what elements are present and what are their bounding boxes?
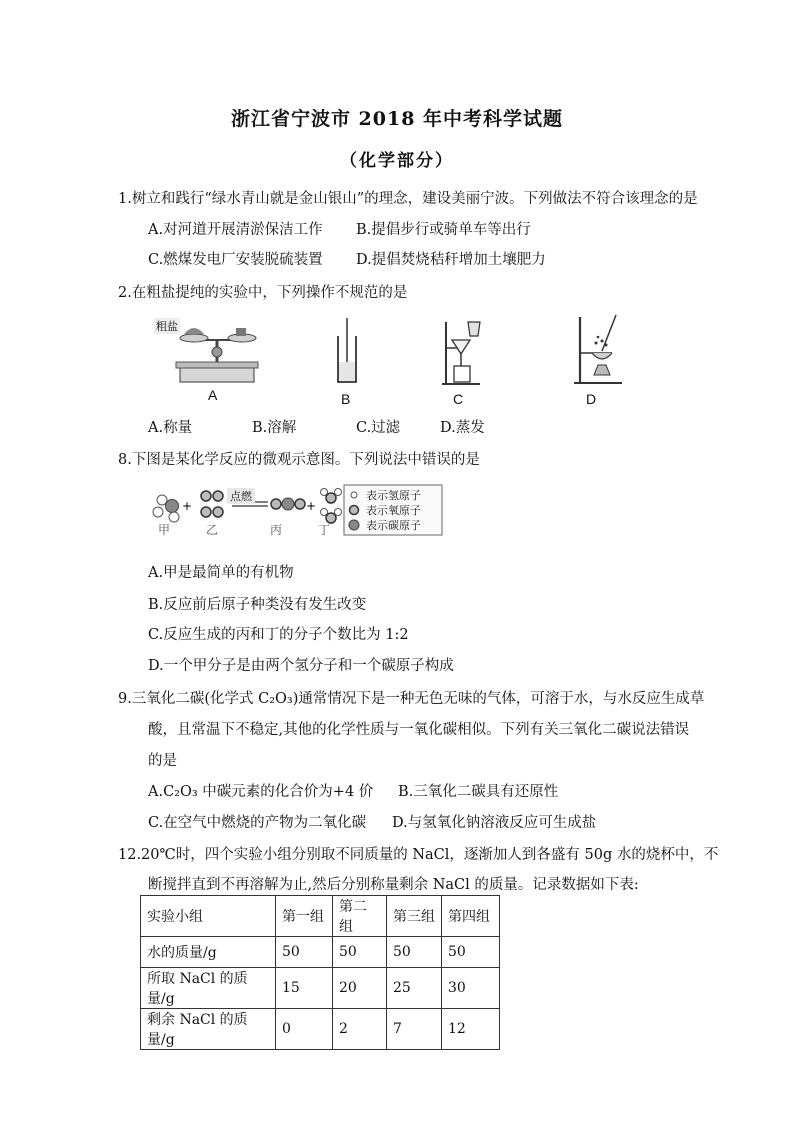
- q1-stem: 1.树立和践行“绿水青山就是金山银山”的理念，建设美丽宁波。下列做法不符合该理念的是: [118, 191, 698, 207]
- q8-option-c: C.反应生成的丙和丁的分子个数比为 1:2: [148, 627, 409, 643]
- table-header-cell: 第一组: [276, 896, 333, 937]
- figure-label-a: A: [208, 387, 218, 403]
- table-cell: 50: [442, 937, 500, 968]
- q9-stem-line-3: 的是: [148, 753, 177, 769]
- figure-label-c: C: [453, 391, 464, 407]
- table-cell: 2: [333, 1009, 387, 1050]
- q9-option-c: C.在空气中燃烧的产物为二氧化碳: [148, 815, 367, 831]
- svg-text:+: +: [182, 499, 193, 513]
- q12-stem-line-1: 12.20℃时，四个实验小组分别取不同质量的 NaCl，逐渐加人到各盛有 50g 水的烧杯中，不: [118, 847, 719, 863]
- table-cell: 15: [276, 968, 333, 1009]
- reaction-condition: 点燃: [227, 488, 255, 504]
- nacl-data-table: [140, 895, 500, 1050]
- product-ding-label: 丁: [318, 523, 331, 537]
- q9-stem-line-2: 酸，且常温下不稳定,其他的化学性质与一氧化碳相似。下列有关三氧化二碳说法错误: [148, 722, 690, 738]
- table-cell: 水的质量/g: [141, 937, 276, 968]
- reactant-jia-label: 甲: [158, 523, 171, 537]
- q8-option-d: D.一个甲分子是由两个氢分子和一个碳原子构成: [148, 658, 454, 674]
- table-row: [141, 1009, 500, 1050]
- q1-option-c: C.燃煤发电厂安装脱硫装置: [148, 252, 323, 268]
- table-header-cell: 第二组: [333, 896, 387, 937]
- q8-stem: 8.下图是某化学反应的微观示意图。下列说法中错误的是: [118, 452, 480, 468]
- table-row: [141, 968, 500, 1009]
- q9-option-b: B.三氧化二碳具有还原性: [398, 784, 559, 800]
- table-header-cell: 实验小组: [141, 896, 276, 937]
- q2-option-d: D.蒸发: [440, 420, 485, 436]
- table-header-cell: 第四组: [442, 896, 500, 937]
- q8-option-a: A.甲是最简单的有机物: [148, 565, 294, 581]
- product-bing-label: 丙: [270, 523, 283, 537]
- q9-stem-line-1: 9.三氧化二碳(化学式 C₂O₃)通常情况下是一种无色无味的气体，可溶于水，与水反应生成草: [118, 691, 705, 707]
- figure-label-b: B: [341, 391, 351, 407]
- table-cell: 50: [387, 937, 442, 968]
- table-cell: 所取 NaCl 的质量/g: [141, 968, 276, 1009]
- table-header-row: [141, 896, 500, 937]
- table-cell: 50: [276, 937, 333, 968]
- page-title: 浙江省宁波市 2018 年中考科学试题: [230, 108, 564, 130]
- table-cell: 20: [333, 968, 387, 1009]
- table-cell: 剩余 NaCl 的质量/g: [141, 1009, 276, 1050]
- table-cell: 25: [387, 968, 442, 1009]
- q1-option-a: A.对河道开展清淤保洁工作: [148, 222, 323, 238]
- legend-hydrogen: 表示氢原子: [366, 489, 421, 502]
- legend-oxygen: 表示氧原子: [366, 504, 421, 517]
- q1-option-d: D.提倡焚烧秸秆增加土壤肥力: [356, 252, 546, 268]
- reactant-yi-label: 乙: [206, 523, 219, 537]
- q8-option-b: B.反应前后原子种类没有发生改变: [148, 597, 367, 613]
- table-header-cell: 第三组: [387, 896, 442, 937]
- salt-label: 粗盐: [156, 320, 178, 333]
- q9-option-a: A.C₂O₃ 中碳元素的化合价为+4 价: [148, 784, 374, 800]
- q9-option-d: D.与氢氧化钠溶液反应可生成盐: [392, 815, 597, 831]
- q2-option-a: A.称量: [148, 420, 193, 436]
- table-cell: 30: [442, 968, 500, 1009]
- q2-stem: 2.在粗盐提纯的实验中，下列操作不规范的是: [118, 285, 408, 301]
- table-cell: 12: [442, 1009, 500, 1050]
- legend-carbon: 表示碳原子: [366, 519, 421, 532]
- table-cell: 7: [387, 1009, 442, 1050]
- svg-text:+: +: [306, 499, 317, 513]
- table-cell: 0: [276, 1009, 333, 1050]
- page-subtitle: （化学部分）: [340, 151, 454, 171]
- q12-stem-line-2: 断搅拌直到不再溶解为止,然后分别称量剩余 NaCl 的质量。记录数据如下表:: [148, 877, 639, 893]
- table-row: [141, 937, 500, 968]
- figure-label-d: D: [586, 391, 597, 407]
- table-cell: 50: [333, 937, 387, 968]
- beaker-stirring-figure: [332, 316, 362, 388]
- evaporation-figure: [572, 313, 628, 389]
- q2-option-c: C.过滤: [356, 420, 401, 436]
- q1-option-b: B.提倡步行或骑单车等出行: [356, 222, 531, 238]
- q2-option-b: B.溶解: [252, 420, 297, 436]
- filtration-figure: [440, 318, 484, 388]
